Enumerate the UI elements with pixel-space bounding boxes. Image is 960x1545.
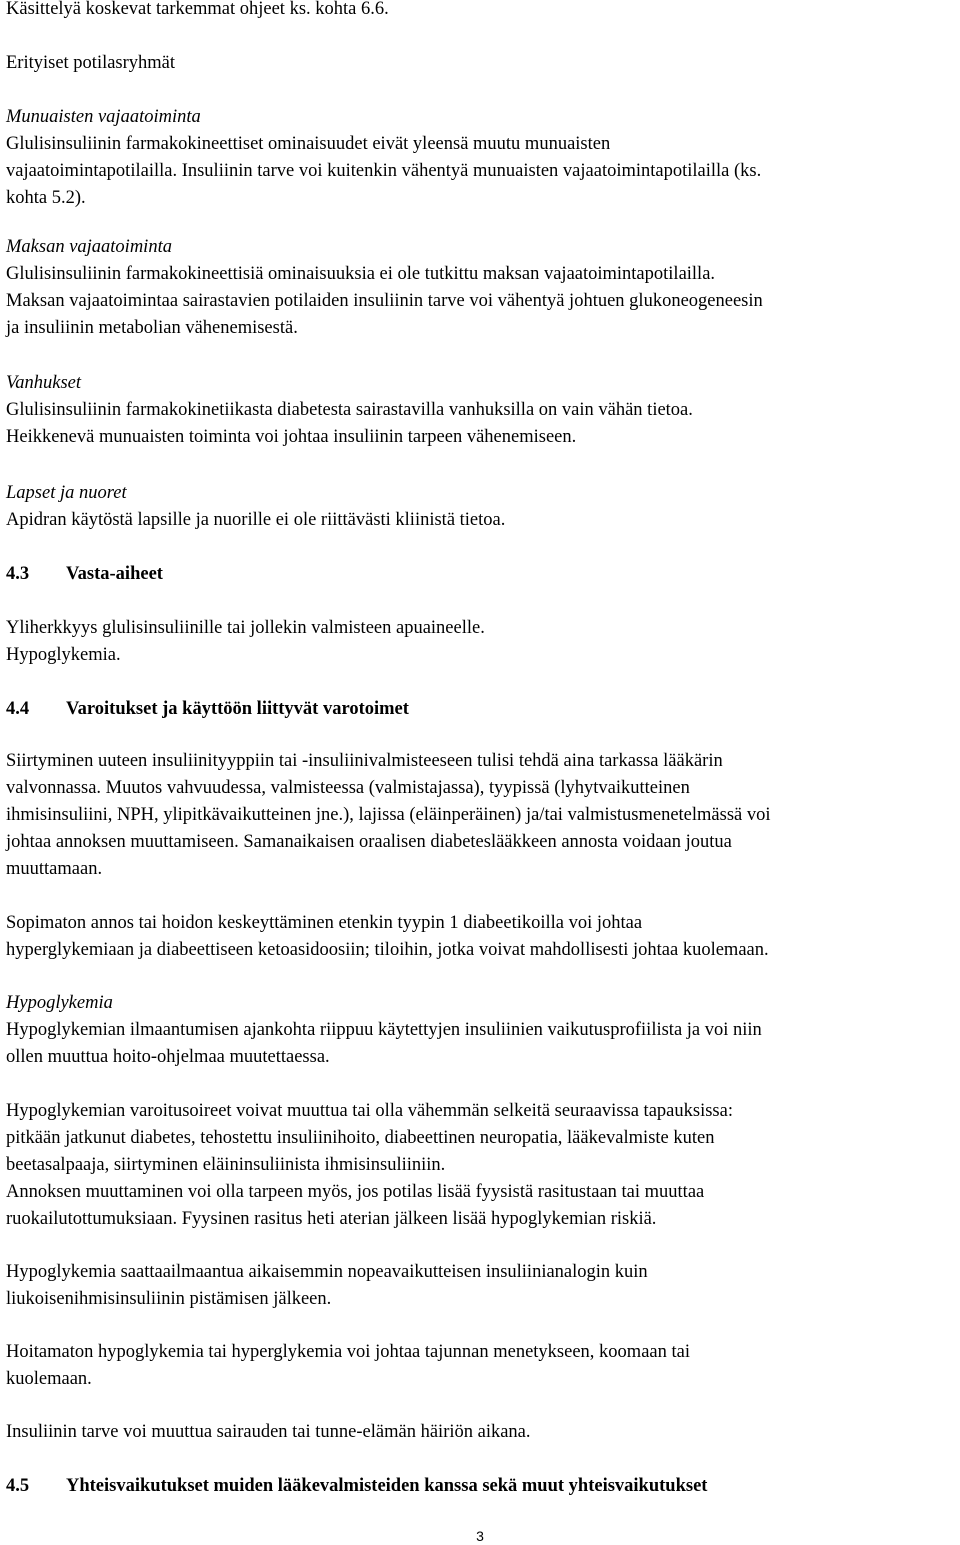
liver-line: Glulisinsuliinin farmakokineettisiä ominaisuuksia ei ole tutkittu maksan vajaatoimintapotilailla. [6, 264, 716, 284]
paragraph-line: Hypoglykemian varoitusoireet voivat muuttua tai olla vähemmän selkeitä seuraavissa tapauksissa: [6, 1101, 733, 1121]
paragraph-line: liukoisenihmisinsuliinin pistämisen jälkeen. [6, 1289, 332, 1309]
paragraph-line: Annoksen muuttaminen voi olla tarpeen myös, jos potilas lisää fyysistä rasitustaan tai muuttaa [6, 1182, 705, 1202]
section-title: Yhteisvaikutukset muiden lääkevalmisteiden kanssa sekä muut yhteisvaikutukset [66, 1476, 708, 1496]
warnings-paragraph-6 [6, 1339, 954, 1393]
special-groups-section [6, 50, 954, 77]
warnings-paragraph-1 [6, 748, 954, 883]
warnings-paragraph-7 [6, 1419, 954, 1446]
contraindication-line: Hypoglykemia. [6, 645, 121, 665]
section-4-5-heading [6, 1473, 954, 1500]
elderly-line: Heikkenevä munuaisten toiminta voi johtaa insuliinin tarpeen vähenemiseen. [6, 427, 577, 447]
kidney-line: vajaatoimintapotilailla. Insuliinin tarve voi kuitenkin vähentyä munuaisten vajaatoimintapotilailla (ks. [6, 161, 762, 181]
paragraph-line: hyperglykemiaan ja diabeettiseen ketoasidoosiin; tiloihin, jotka voivat mahdollisesti johtaa kuolemaan. [6, 940, 769, 960]
liver-line: ja insuliinin metabolian vähenemisestä. [6, 318, 298, 338]
children-line: Apidran käytöstä lapsille ja nuorille ei ole riittävästi kliinistä tietoa. [6, 510, 506, 530]
kidney-label: Munuaisten vajaatoiminta [6, 107, 201, 127]
liver-line: Maksan vajaatoimintaa sairastavien potilaiden insuliinin tarve voi vähentyä johtuen glukoneogeneesin [6, 291, 763, 311]
paragraph-line: Siirtyminen uuteen insuliinityyppiin tai -insuliinivalmisteeseen tulisi tehdä aina tarkassa lääkärin [6, 751, 723, 771]
kidney-line: Glulisinsuliinin farmakokineettiset ominaisuudet eivät yleensä muutu munuaisten [6, 134, 611, 154]
paragraph-line: valvonnassa. Muutos vahvuudessa, valmisteessa (valmistajassa), tyypissä (lyhytvaikutteinen [6, 778, 690, 798]
special-groups-title: Erityiset potilasryhmät [6, 53, 176, 73]
page-number: 3 [476, 1528, 484, 1544]
paragraph-line: ihmisinsuliini, NPH, ylipitkävaikutteinen jne.), lajissa (eläinperäinen) ja/tai valmistusmenetelmässä voi [6, 805, 771, 825]
section-title: Varoitukset ja käyttöön liittyvät varotoimet [66, 699, 409, 719]
section-4-3-heading [6, 561, 954, 588]
warnings-paragraph-4 [6, 1098, 954, 1233]
kidney-line: kohta 5.2). [6, 188, 86, 208]
paragraph-line: ruokailutottumuksiaan. Fyysinen rasitus heti aterian jälkeen lisää hypoglykemian riskiä. [6, 1209, 657, 1229]
paragraph-line: Insuliinin tarve voi muuttua sairauden tai tunne-elämän häiriön aikana. [6, 1422, 531, 1442]
children-label: Lapset ja nuoret [6, 483, 127, 503]
section-4-3-body [6, 615, 954, 669]
contraindication-line: Yliherkkyys glulisinsuliinille tai jollekin valmisteen apuaineelle. [6, 618, 485, 638]
hypoglycemia-subsection [6, 990, 954, 1071]
section-4-4-heading [6, 696, 954, 723]
warnings-paragraph-5 [6, 1259, 954, 1313]
section-number: 4.5 [6, 1476, 30, 1496]
paragraph-line: Hoitamaton hypoglykemia tai hyperglykemia voi johtaa tajunnan menetykseen, koomaan tai [6, 1342, 690, 1362]
kidney-section [6, 104, 954, 212]
paragraph-line: kuolemaan. [6, 1369, 92, 1389]
paragraph-line: ollen muuttua hoito-ohjelmaa muutettaessa. [6, 1047, 330, 1067]
paragraph-line: Hypoglykemian ilmaantumisen ajankohta riippuu käytettyjen insuliinien vaikutusprofiilista ja voi niin [6, 1020, 762, 1040]
intro-paragraph [6, 0, 954, 23]
elderly-section [6, 370, 954, 451]
liver-section [6, 234, 954, 342]
section-number: 4.3 [6, 564, 30, 584]
section-title: Vasta-aiheet [66, 564, 163, 584]
intro-text: Käsittelyä koskevat tarkemmat ohjeet ks. kohta 6.6. [6, 0, 389, 19]
paragraph-line: pitkään jatkunut diabetes, tehostettu insuliinihoito, diabeettinen neuropatia, lääkevalmiste kuten [6, 1128, 715, 1148]
paragraph-line: muuttamaan. [6, 859, 103, 879]
hypoglycemia-label: Hypoglykemia [6, 993, 113, 1013]
liver-label: Maksan vajaatoiminta [6, 237, 172, 257]
paragraph-line: johtaa annoksen muuttamiseen. Samanaikaisen oraalisen diabeteslääkkeen annosta voidaan joutua [6, 832, 732, 852]
paragraph-line: beetasalpaaja, siirtyminen eläininsuliinista ihmisinsuliiniin. [6, 1155, 446, 1175]
elderly-label: Vanhukset [6, 373, 82, 393]
children-section [6, 480, 954, 534]
warnings-paragraph-2 [6, 910, 954, 964]
paragraph-line: Sopimaton annos tai hoidon keskeyttäminen etenkin tyypin 1 diabeetikoilla voi johtaa [6, 913, 643, 933]
section-number: 4.4 [6, 699, 30, 719]
elderly-line: Glulisinsuliinin farmakokinetiikasta diabetesta sairastavilla vanhuksilla on vain vähän tietoa. [6, 400, 693, 420]
paragraph-line: Hypoglykemia saattaailmaantua aikaisemmin nopeavaikutteisen insuliinianalogin kuin [6, 1262, 648, 1282]
